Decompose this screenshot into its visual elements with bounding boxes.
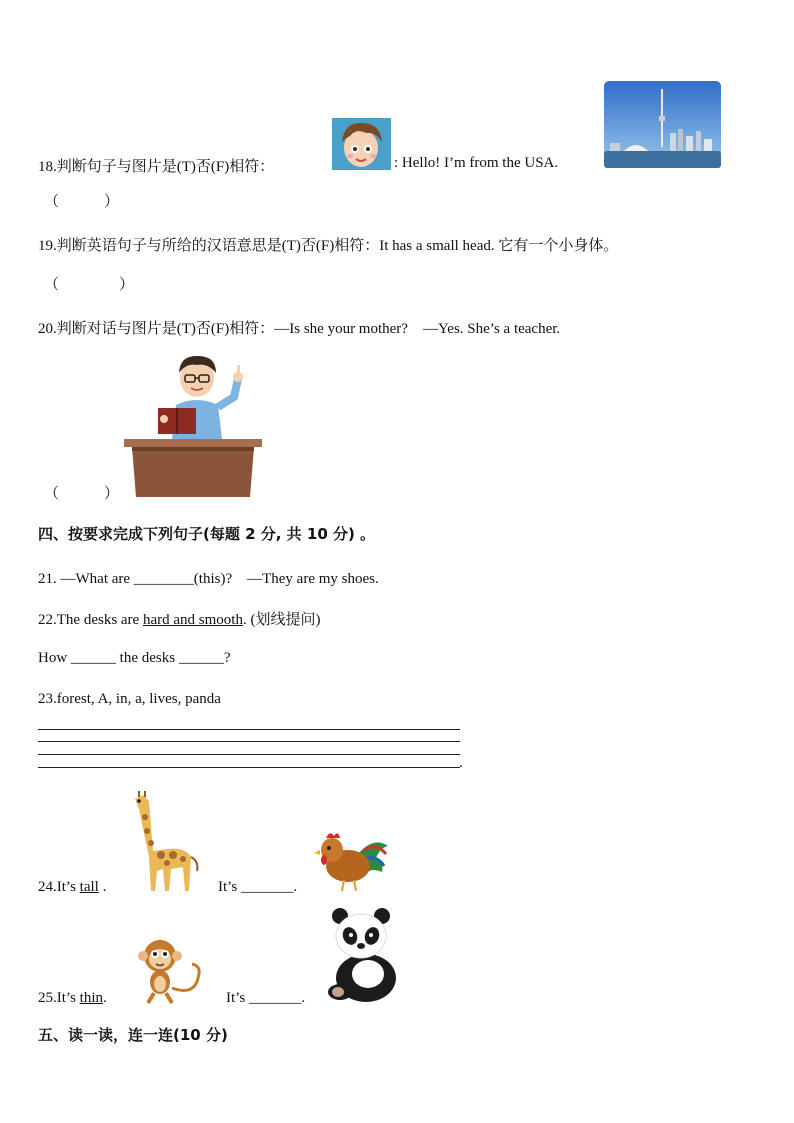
- q23-end-mark: .: [459, 755, 463, 771]
- section-4-heading: 四、按要求完成下列句子(每题 2 分, 共 10 分) 。: [38, 525, 376, 543]
- q25-prompt: [38, 990, 107, 1007]
- q22-suffix: . (划线提问): [242, 612, 321, 628]
- q19-prompt: 19.判断英语句子与所给的汉语意思是(T)否(F)相符：It has a small head. 它有一个小身体。: [38, 238, 619, 254]
- q22-prompt: [38, 608, 320, 629]
- q25-underlined-word: thin: [79, 990, 104, 1006]
- q24-underlined-word: tall: [79, 879, 99, 895]
- q20-answer-blank[interactable]: （ ）: [44, 486, 120, 502]
- q23-writing-line-4[interactable]: [38, 767, 460, 768]
- toronto-skyline-icon: [604, 81, 721, 168]
- rooster-icon: [314, 828, 392, 892]
- q22-answer-line: How ______ the desks ______?: [38, 650, 231, 666]
- panda-icon: [326, 908, 402, 1002]
- q24-prompt: [38, 879, 106, 896]
- q25-answer[interactable]: It’s _______.: [226, 990, 306, 1006]
- q24-prefix: 24.It’s: [38, 879, 80, 895]
- q19-answer-blank[interactable]: （ ）: [44, 277, 135, 293]
- male-teacher-icon: [122, 353, 264, 499]
- giraffe-icon: [127, 791, 205, 894]
- monkey-icon: [132, 938, 204, 1005]
- q22-prefix: 22.The desks are: [38, 612, 143, 628]
- q20-prompt: 20.判断对话与图片是(T)否(F)相符：—Is she your mother? —Yes. She’s a teacher.: [38, 321, 561, 337]
- q18-answer-blank[interactable]: （ ）: [44, 194, 120, 210]
- q18-sentence: : Hello! I’m from the USA.: [394, 155, 559, 171]
- q18-prefix: 18.判断句子与图片是(T)否(F)相符：: [38, 159, 275, 175]
- q23-writing-line-1[interactable]: [38, 729, 460, 730]
- section-5-heading: 五、读一读，连一连(10 分): [38, 1026, 228, 1044]
- q25-suffix: .: [103, 990, 107, 1006]
- boy-face-icon: [332, 118, 391, 170]
- q23-writing-line-2[interactable]: [38, 741, 460, 742]
- q23-prompt: 23.forest, A, in, a, lives, panda: [38, 691, 221, 707]
- q18-prompt: [38, 155, 274, 176]
- q21-prompt: 21. —What are ________(this)? —They are my shoes.: [38, 571, 379, 587]
- q24-suffix: .: [98, 879, 107, 895]
- q23-writing-line-3[interactable]: [38, 754, 460, 755]
- q25-prefix: 25.It’s: [38, 990, 80, 1006]
- q22-underlined-phrase: hard and smooth: [142, 612, 243, 628]
- q24-answer[interactable]: It’s _______.: [218, 879, 298, 895]
